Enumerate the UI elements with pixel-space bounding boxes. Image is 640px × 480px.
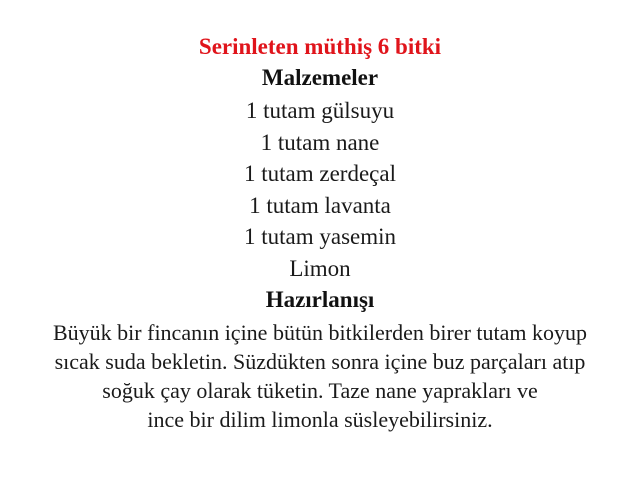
preparation-line: Büyük bir fincanın içine bütün bitkilerden birer tutam koyup [53,320,587,345]
ingredients-heading: Malzemeler [261,65,379,90]
ingredient-item: Limon [289,255,351,281]
preparation-line: soğuk çay olarak tüketin. Taze nane yaprakları ve [102,378,538,403]
ingredient-item: 1 tutam zerdeçal [244,161,396,187]
ingredient-list [0,95,640,285]
preparation-line: ince bir dilim limonla süsleyebilirsiniz. [147,407,493,432]
ingredient-item: 1 tutam yasemin [243,224,397,250]
recipe-title: Serinleten müthiş 6 bitki [198,34,442,59]
ingredient-item: 1 tutam gülsuyu [245,98,395,123]
preparation-heading: Hazırlanışı [265,287,375,312]
ingredient-item: 1 tutam lavanta [249,192,391,218]
ingredient-item: 1 tutam nane [260,129,380,155]
preparation-line: sıcak suda bekletin. Süzdükten sonra içine buz parçaları atıp [54,349,586,374]
preparation-text [8,318,632,434]
